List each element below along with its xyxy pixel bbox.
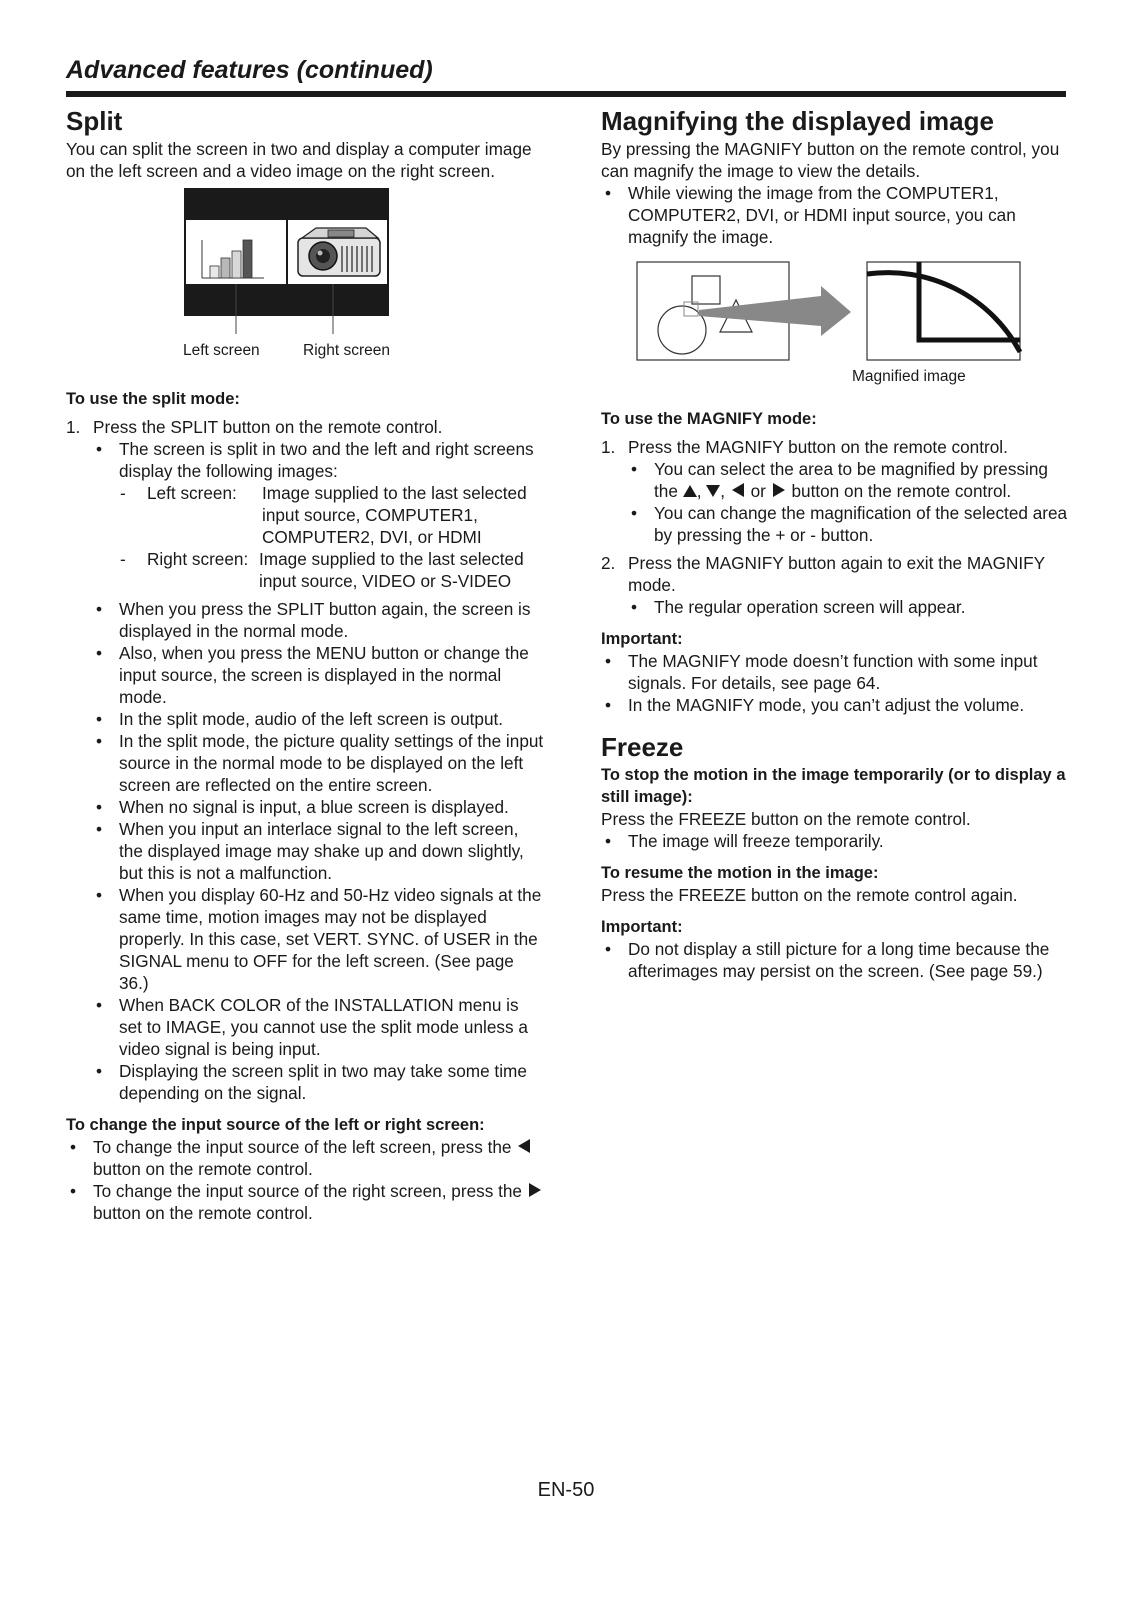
split-change-heading: To change the input source of the left or right screen: (66, 1116, 485, 1134)
split-note: • When no signal is input, a blue screen is displayed. (66, 796, 546, 818)
right-screen-value: Image supplied to the last selected input source, VIDEO or S-VIDEO (259, 549, 524, 591)
freeze-resume-heading: To resume the motion in the image: (601, 864, 879, 882)
magnify-step-1-text: Press the MAGNIFY button on the remote control. (628, 437, 1008, 457)
freeze-stop-text: Press the FREEZE button on the remote control. (601, 809, 971, 829)
magnify-section (601, 104, 1071, 982)
split-step-1: 1. Press the SPLIT button on the remote control. (66, 417, 443, 437)
magnify-step-2: 2. Press the MAGNIFY button again to exit the MAGNIFY mode. (601, 553, 1045, 595)
freeze-stop-bullet: • The image will freeze temporarily. (601, 830, 1071, 852)
split-use-heading: To use the split mode: (66, 390, 240, 408)
split-step-1-bullet: • The screen is split in two and the left and right screens display the following images: (66, 438, 546, 482)
header-rule (66, 91, 1066, 97)
magnify-step-1: 1. Press the MAGNIFY button on the remote control. (601, 437, 1008, 457)
split-note: • Displaying the screen split in two may take some time depending on the signal. (66, 1060, 546, 1104)
magnify-arrows-text-a: You can select the area to be magnified by pressing the (654, 459, 1048, 501)
magnify-use-heading: To use the MAGNIFY mode: (601, 410, 817, 428)
right-screen-entry: - Right screen: Image supplied to the last selected input source, VIDEO or S-VIDEO (66, 548, 546, 592)
down-arrow-icon (706, 485, 720, 497)
change-left-text-a: To change the input source of the left screen, press the (93, 1137, 512, 1157)
left-screen-caption: Left screen (183, 342, 260, 359)
freeze-stop-heading: To stop the motion in the image temporarily (or to display a still image): (601, 766, 1066, 806)
up-arrow-icon (683, 485, 697, 497)
change-right-text-a: To change the input source of the right screen, press the (93, 1181, 522, 1201)
freeze-resume-text: Press the FREEZE button on the remote control again. (601, 885, 1018, 905)
right-arrow-icon (773, 483, 785, 497)
change-left-bullet (66, 1136, 546, 1180)
split-figure (66, 182, 546, 378)
magnify-arrows-text-c: button on the remote control. (791, 481, 1012, 501)
split-note: • When you display 60-Hz and 50-Hz video signals at the same time, motion images may not be displayed properly. In this case, set VERT. SYNC. of USER in the SIGNAL menu to OFF for the left screen. (See page 36.) (66, 884, 546, 994)
change-right-text-b: button on the remote control. (93, 1203, 313, 1223)
split-note: • When BACK COLOR of the INSTALLATION menu is set to IMAGE, you cannot use the split mode unless a video signal is being input. (66, 994, 546, 1060)
magnify-title: Magnifying the displayed image (601, 106, 994, 136)
right-screen-caption: Right screen (303, 342, 391, 359)
split-screen-illustration (66, 188, 546, 358)
page-number: EN-50 (537, 1479, 595, 1501)
magnify-step-2-text: Press the MAGNIFY button again to exit the MAGNIFY mode. (628, 553, 1045, 595)
magnify-step-2-bullet: • The regular operation screen will appear. (601, 596, 1071, 618)
magnify-important-heading: Important: (601, 630, 683, 648)
split-section (66, 104, 546, 1224)
right-screen-label: Right screen: (147, 549, 249, 569)
magnify-important-item: • In the MAGNIFY mode, you can’t adjust the volume. (601, 694, 1071, 716)
split-note: • In the split mode, audio of the left screen is output. (66, 708, 546, 730)
magnify-important-item: • The MAGNIFY mode doesn’t function with some input signals. For details, see page 64. (601, 650, 1071, 694)
split-title: Split (66, 106, 123, 136)
magnify-illustration (601, 260, 1071, 390)
page-header-title: Advanced features (continued) (66, 56, 433, 84)
freeze-important-item: • Do not display a still picture for a long time because the afterimages may persist on the screen. (See page 59.) (601, 938, 1071, 982)
magnify-intro: By pressing the MAGNIFY button on the remote control, you can magnify the image to view the details. (601, 139, 1060, 181)
magnify-figure (601, 248, 1071, 400)
magnify-step-1-bullet-1: • You can select the area to be magnified by pressing the , , or button on the remote control. (601, 458, 1071, 502)
left-screen-label: Left screen: (147, 483, 237, 503)
magnify-intro-bullet: • While viewing the image from the COMPUTER1, COMPUTER2, DVI, or HDMI input source, you can magnify the image. (601, 182, 1071, 248)
change-left-text-b: button on the remote control. (93, 1159, 313, 1179)
split-step-1-text: Press the SPLIT button on the remote control. (93, 417, 443, 437)
split-note: • Also, when you press the MENU button or change the input source, the screen is displayed in the normal mode. (66, 642, 546, 708)
split-note: • When you input an interlace signal to the left screen, the displayed image may shake up and down slightly, but this is not a malfunction. (66, 818, 546, 884)
change-right-bullet (66, 1180, 546, 1224)
split-note: • In the split mode, the picture quality settings of the input source in the normal mode to be displayed on the left screen are reflected on the entire screen. (66, 730, 546, 796)
split-note: • When you press the SPLIT button again, the screen is displayed in the normal mode. (66, 598, 546, 642)
left-arrow-icon (518, 1139, 530, 1153)
magnify-step-1-bullet-2: • You can change the magnification of the selected area by pressing the + or - button. (601, 502, 1071, 546)
freeze-important-heading: Important: (601, 918, 683, 936)
left-screen-entry: - Left screen: Image supplied to the last selected input source, COMPUTER1, COMPUTER2, DVI, or HDMI (66, 482, 546, 548)
magnified-image-caption: Magnified image (852, 368, 966, 385)
right-arrow-icon (529, 1183, 541, 1197)
split-intro: You can split the screen in two and display a computer image on the left screen and a video image on the right screen. (66, 139, 532, 181)
left-screen-value: Image supplied to the last selected input source, COMPUTER1, COMPUTER2, DVI, or HDMI (262, 483, 527, 547)
freeze-title: Freeze (601, 732, 684, 762)
left-arrow-icon (732, 483, 744, 497)
magnify-arrows-text-b: or (750, 481, 766, 501)
